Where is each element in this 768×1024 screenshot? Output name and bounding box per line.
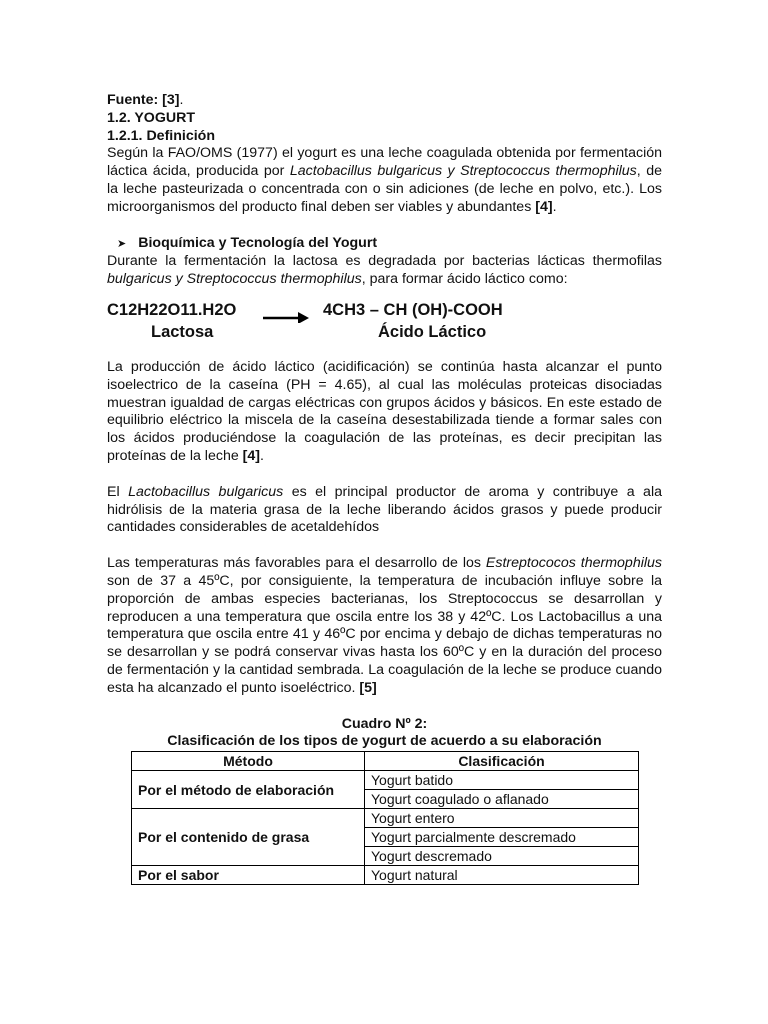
classification-cell: Yogurt natural [365,866,639,885]
table-row [132,809,639,828]
table-header-row [132,752,639,771]
bullet-heading: ➤ Bioquímica y Tecnología del Yogurt [117,235,662,254]
classification-table [131,751,639,885]
product-name: Ácido Láctico [378,322,487,341]
column-header-classification: Clasificación [365,752,639,771]
classification-cell: Yogurt parcialmente descremado [365,828,639,847]
arrow-bullet-icon: ➤ [117,237,127,250]
classification-cell: Yogurt descremado [365,847,639,866]
method-cell: Por el contenido de grasa [132,809,365,866]
method-cell: Por el método de elaboración [132,771,365,809]
table-caption-title: Clasificación de los tipos de yogurt de acuerdo a su elaboración [167,733,602,750]
classification-cell: Yogurt coagulado o aflanado [365,790,639,809]
lactobacillus-paragraph: El Lactobacillus bulgaricus es el principal productor de aroma y contribuye a ala hidrólisis de la materia grasa de la leche liberando ácidos grasos y puede producir cantidades considerables de acetaldehídos [107,483,662,536]
subsection-heading: 1.2.1. Definición [107,127,216,144]
source-label: Fuente: [3] [107,92,180,108]
reference: [4] [535,198,553,215]
fermentation-paragraph: Durante la fermentación la lactosa es degradada por bacterias lácticas thermofilas bulgaricus y Streptococcus thermophilus, para formar ácido láctico como: [107,253,662,288]
reactant-formula: C12H22O11.H2O [107,300,237,319]
classification-cell: Yogurt entero [365,809,639,828]
chemical-equation [107,302,662,346]
classification-cell: Yogurt batido [365,771,639,790]
product-formula: 4CH3 – CH (OH)-COOH [323,300,503,319]
document-page [107,92,662,885]
method-cell: Por el sabor [132,866,365,885]
temperature-paragraph: Las temperaturas más favorables para el desarrollo de los Estreptococos thermophilus son de 37 a 45ºC, por consiguiente, la temperatura de incubación influye sobre la proporción de ambas especies bacterianas, los Streptococcus se desarrollan y reproducen a una temperatura que oscila entre los 38 y 42ºC. Los Lactobacillus a una temperatura que oscila entre 41 y 46ºC por encima y debajo de dichas temperaturas no se desarrollan y se podrá conservar vivas hasta los 60ºC y en la duración del proceso de fermentación y la cantidad sembrada. La coagulación de la leche se produce cuando esta ha alcanzado el punto isoeléctrico. [5] [107,555,662,696]
table-row [132,866,639,885]
section-heading: 1.2. YOGURT [107,109,196,126]
acidification-paragraph: La producción de ácido láctico (acidificación) se continúa hasta alcanzar el punto isoelectrico de la caseína (PH = 4.65), al cual las moléculas proteicas disociadas muestran igualdad de cargas eléctricas con grupos ácidos y básicos. En este estado de equilibrio eléctrico la miscela de la caseína desestabilizada tiende a formar sales con los ácidos produciéndose la coagulación de las proteínas, es decir precipitan las proteínas de la leche [4]. [107,358,662,464]
reaction-arrow-icon [263,311,309,323]
reference: [5] [359,679,377,696]
column-header-method: Método [132,752,365,771]
reference: [4] [242,447,261,464]
reactant-name: Lactosa [151,322,214,341]
table-caption-number: Cuadro Nº 2: [341,715,428,732]
table-row [132,771,639,790]
definition-paragraph: Según la FAO/OMS (1977) el yogurt es una leche coagulada obtenida por fermentación láctica ácida, producida por Lactobacillus bulgaricus y Streptococcus thermophilus, de la leche pasteurizada o concentrada con o sin adiciones (de leche en polvo, etc.). Los microorganismos del producto final deben ser viables y abundantes [4]. [107,145,662,215]
source-line: Fuente: [3]. [107,92,184,108]
